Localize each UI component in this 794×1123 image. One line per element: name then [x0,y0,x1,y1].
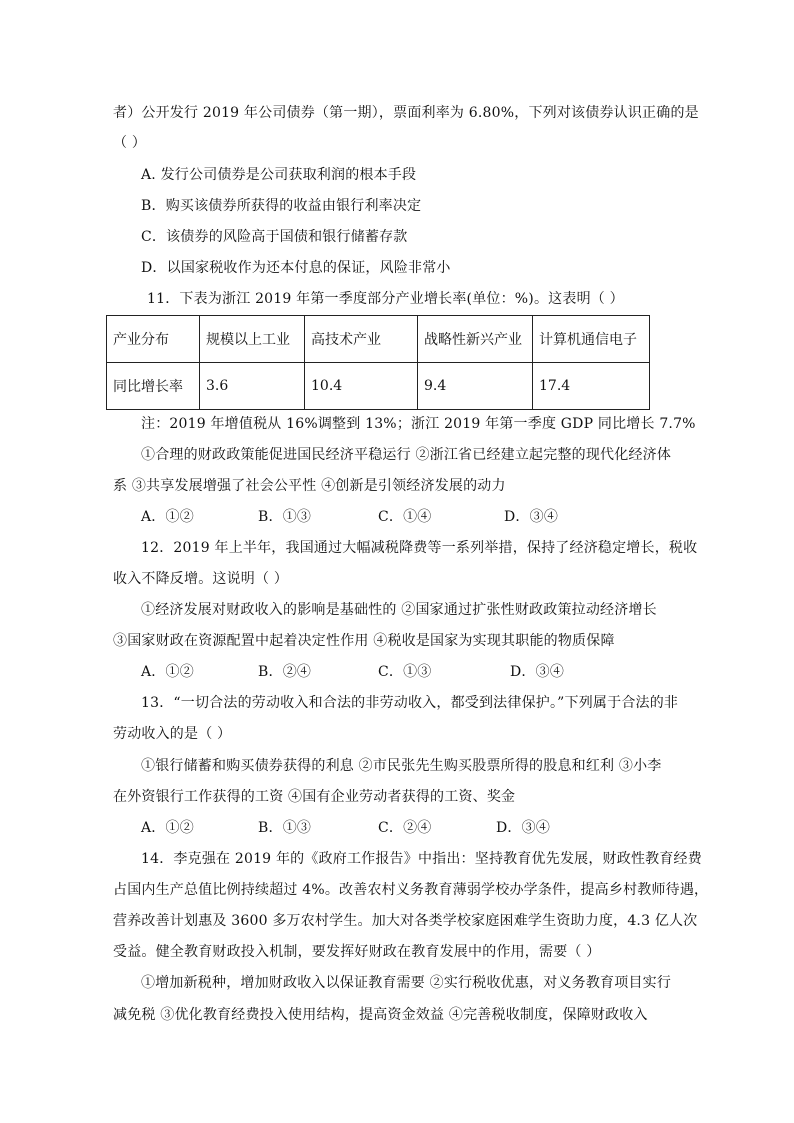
option-d: D．③④ [504,509,559,525]
table-cell: 17.4 [533,363,650,410]
option-a: A．①② [141,664,194,680]
table-header-cell: 高技术产业 [305,316,418,363]
q11-industry-table [106,315,650,410]
q11-statements-line-1: ①合理的财政政策能促进国民经济平稳运行 ②浙江省已经建立起完整的现代化经济体 [141,447,672,463]
table-header-cell: 战略性新兴产业 [418,316,533,363]
q10-option-b: B．购买该债券所获得的收益由银行利率决定 [141,198,422,214]
table-row [107,363,650,410]
table-header-cell: 规模以上工业 [200,316,305,363]
q13-statements-line-2: 在外资银行工作获得的工资 ④国有企业劳动者获得的工资、奖金 [113,789,516,805]
q13-stem-line-1: 13．“一切合法的劳动收入和合法的非劳动收入，都受到法律保护。”下列属于合法的非 [141,695,679,711]
option-d: D．③④ [510,664,565,680]
option-c: C．①③ [378,664,432,680]
q10-stem-line-1: 者）公开发行 2019 年公司债券（第一期），票面利率为 6.80%，下列对该债券认识正确的是 [113,105,699,121]
q11-statements-line-2: 系 ③共享发展增强了社会公平性 ④创新是引领经济发展的动力 [113,478,506,494]
q14-stem-line-1: 14．李克强在 2019 年的《政府工作报告》中指出：坚持教育优先发展，财政性教育经费 [141,851,702,867]
option-c: C．①④ [378,509,432,525]
q12-stem-line-1: 12．2019 年上半年，我国通过大幅减税降费等一系列举措，保持了经济稳定增长，税收 [141,540,698,556]
option-b: B．②④ [258,664,312,680]
q12-options [141,662,564,682]
option-a: A．①② [141,820,194,836]
q13-stem-line-2: 劳动收入的是（ ） [113,726,232,742]
q14-statements-line-2: 减免税 ③优化教育经费投入使用结构，提高资金效益 ④完善税收制度，保障财政收入 [113,1007,648,1023]
q12-statements-line-1: ①经济发展对财政收入的影响是基础性的 ②国家通过扩张性财政政策拉动经济增长 [141,602,657,618]
table-header-cell: 计算机通信电子 [533,316,650,363]
table-cell: 3.6 [200,363,305,410]
q14-stem-line-2: 占国内生产总值比例持续超过 4%。改善农村义务教育薄弱学校办学条件，提高乡村教师待遇， [113,882,709,898]
table-cell: 10.4 [305,363,418,410]
q10-answer-blank: （ ） [113,135,147,151]
q13-statements-line-1: ①银行储蓄和购买债券获得的利息 ②市民张先生购买股票所得的股息和红利 ③小李 [141,758,662,774]
q11-stem: 11．下表为浙江 2019 年第一季度部分产业增长率(单位：%)。这表明（ ） [147,291,624,307]
table-cell: 9.4 [418,363,533,410]
q14-stem-line-4: 受益。健全教育财政投入机制，要发挥好财政在教育发展中的作用，需要（ ） [113,944,601,960]
q10-option-c: C．该债券的风险高于国债和银行储蓄存款 [141,229,408,245]
option-a: A．①② [141,509,194,525]
q10-option-d: D．以国家税收作为还本付息的保证，风险非常小 [141,260,451,276]
option-c: C．②④ [378,820,432,836]
table-header-cell: 产业分布 [107,316,200,363]
table-header-row [107,316,650,363]
q12-statements-line-2: ③国家财政在资源配置中起着决定性作用 ④税收是国家为实现其职能的物质保障 [113,633,615,649]
q11-options [141,507,558,527]
q11-table-note: 注：2019 年增值税从 16%调整到 13%；浙江 2019 年第一季度 GDP 同比增长 7.7% [141,416,696,432]
option-b: B．①③ [258,509,312,525]
q14-statements-line-1: ①增加新税种，增加财政收入以保证教育需要 ②实行税收优惠，对义务教育项目实行 [141,975,672,991]
table-cell: 同比增长率 [107,363,200,410]
option-b: B．①③ [258,820,312,836]
q14-stem-line-3: 营养改善计划惠及 3600 多万农村学生。加大对各类学校家庭困难学生资助力度，4.3 亿人次 [113,913,698,929]
q13-options [141,818,550,838]
option-d: D．③④ [496,820,551,836]
q10-option-a: A. 发行公司债券是公司获取利润的根本手段 [141,167,417,183]
q12-stem-line-2: 收入不降反增。这说明（ ） [113,571,289,587]
